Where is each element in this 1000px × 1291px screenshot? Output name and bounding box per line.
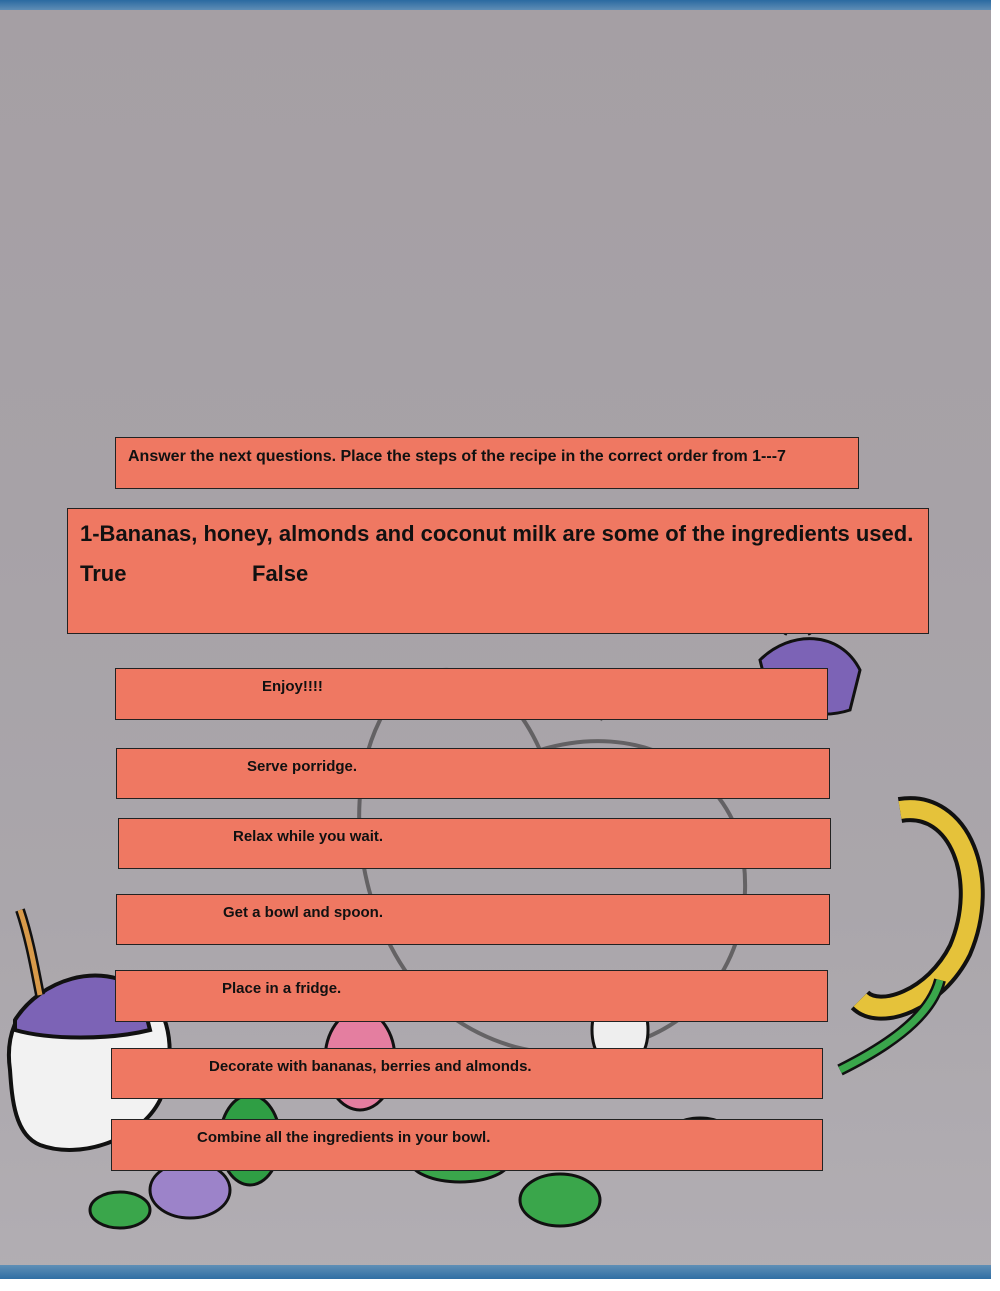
bottom-blue-band (0, 1265, 1000, 1279)
bottom-margin (0, 1279, 1000, 1291)
instruction-box (115, 437, 859, 489)
answer-options (80, 557, 916, 591)
step-box-decorate[interactable] (111, 1048, 823, 1099)
true-option[interactable]: True (80, 561, 127, 586)
step-box-enjoy[interactable] (115, 668, 828, 720)
right-margin (991, 0, 1000, 1291)
step-label: Enjoy!!!! (262, 678, 323, 695)
question-text: 1-Bananas, honey, almonds and coconut milk are some of the ingredients used. (80, 521, 914, 546)
false-option[interactable]: False (252, 561, 309, 586)
step-label: Get a bowl and spoon. (223, 904, 384, 921)
step-label: Serve porridge. (247, 758, 358, 775)
step-label: Decorate with bananas, berries and almonds. (209, 1058, 532, 1075)
step-box-fridge[interactable] (115, 970, 828, 1022)
step-box-serve[interactable] (116, 748, 830, 799)
step-label: Place in a fridge. (222, 980, 342, 997)
instruction-text: Answer the next questions. Place the steps of the recipe in the correct order from 1---7 (128, 448, 786, 465)
step-box-bowl[interactable] (116, 894, 830, 945)
step-box-relax[interactable] (118, 818, 831, 869)
step-label: Combine all the ingredients in your bowl. (197, 1129, 491, 1146)
top-blue-band (0, 0, 1000, 10)
step-box-combine[interactable] (111, 1119, 823, 1171)
step-label: Relax while you wait. (233, 828, 384, 845)
question-box (67, 508, 929, 634)
